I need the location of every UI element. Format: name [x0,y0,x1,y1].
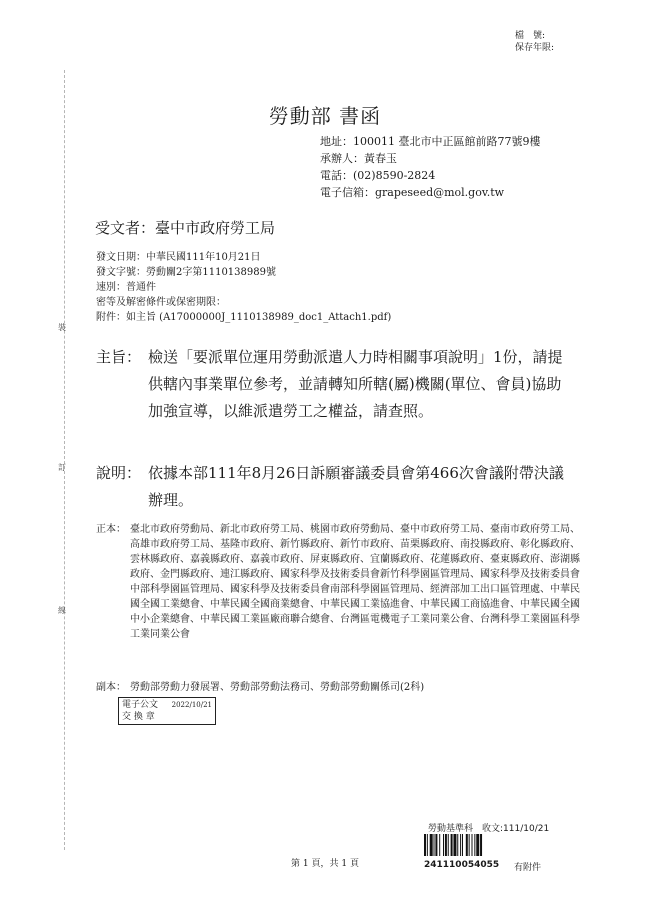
barcode-bar [476,834,479,856]
barcode-bar [462,834,463,856]
barcode-bar [469,834,470,856]
barcode-bar [474,834,475,856]
main-recipients-label: 正本： [96,524,126,535]
urgency: 速別：普通件 [96,282,156,293]
stamp-line2: 交 換 章 [122,712,155,722]
document-title: 勞動部 書函 [268,104,382,128]
barcode-bar [445,834,447,856]
page-number: 第 1 頁，共 1 頁 [291,859,359,869]
barcode-bar [451,834,453,856]
barcode-bar [460,834,461,856]
sender-info [320,133,580,201]
subject-text: 檢送「要派單位運用勞動派遣人力時相關事項說明」1份，請提供轄內事業單位參考，並請轉知所轄(屬)機關(單位、會員)協助加強宣導，以維派遣勞工之權益，請查照。 [148,348,563,420]
subject-section [96,344,566,425]
dispatch-meta [96,250,391,325]
sender-email: 電子信箱：grapeseed@mol.gov.tw [320,186,505,199]
barcode-bar [424,834,426,856]
classification: 密等及解密條件或保密期限： [96,297,226,308]
archive-info [515,30,554,54]
stamp-date: 2022/10/21 [171,701,212,709]
gutter-mark-staple: 訂 [58,463,66,472]
main-recipients-list: 臺北市政府勞動局、新北市政府勞工局、桃園市政府勞動局、臺中市政府勞工局、臺南市政府勞工局、高雄市政府勞工局、基隆市政府、新竹縣政府、新竹市政府、苗栗縣政府、南投縣政府、彰化縣政府、雲林縣政府、嘉義縣政府、嘉義市政府、屏東縣政府、宜蘭縣政府、花蓮縣政府、臺東縣政府、澎湖縣政府、金門縣政府、連江縣政府、國家科學及技術委員會新竹科學園區管理局、國家科學及技術委員會中部科學園區管理局、國家科學及技術委員會南部科學園區管理局、經濟部加工出口區管理處、中華民國全國工業總會、中華民國全國商業總會、中華民國工業協進會、中華民國工商協進會、中華民國全國中小企業總會、中華民國工業區廠商聯合總會、台灣區電機電子工業同業公會、台灣科學工業園區科學工業同業公會 [130,524,580,640]
main-recipients [96,522,586,642]
binding-line [64,70,65,850]
barcode-bar [430,834,433,856]
gutter-mark-line: 線 [58,606,66,615]
barcode-bar [466,834,468,856]
subject-label: 主旨： [96,348,142,366]
description-label: 說明： [96,464,142,482]
barcode-bar [439,834,440,856]
sender-phone: 電話：(02)8590-2824 [320,169,436,182]
barcode-number: 241110054055 [424,860,500,870]
gutter-mark-bind: 裝 [58,323,66,332]
attachment: 附件：如主旨 (A17000000J_1110138989_doc1_Attach1.pdf) [96,312,392,323]
barcode-bar [427,834,428,856]
sender-contact: 承辦人：黃春玉 [320,152,397,165]
recipient: 受文者：臺中市政府勞工局 [95,219,276,237]
barcode-bar [480,834,482,856]
description-section [96,460,566,514]
retention-label: 保存年限: [514,43,554,53]
sender-address: 地址：100011 臺北市中正區館前路77號9樓 [320,135,541,148]
receipt-stamp: 勞動基準科 收文:111/10/21 [428,824,550,834]
file-number-label: 檔 號: [514,31,545,41]
copy-recipients-list: 勞動部勞動力發展署、勞動部勞動法務司、勞動部勞動關係司(2科) [130,682,425,693]
barcode-bar [453,834,456,856]
barcode-bar [448,834,449,856]
attachment-note: 有附件 [514,863,542,873]
exchange-stamp [118,697,216,725]
description-text: 依據本部111年8月26日訴願審議委員會第466次會議附帶決議辦理。 [148,464,564,509]
barcode-bar [443,834,444,856]
barcode-bar [457,834,458,856]
dispatch-number: 發文字號：勞動關2字第1110138989號 [96,267,276,278]
barcode-bar [434,834,435,856]
barcode-bar [435,834,437,856]
copy-recipients [96,680,586,695]
barcode-bar [472,834,473,856]
barcode [424,834,510,856]
dispatch-date: 發文日期：中華民國111年10月21日 [96,252,261,263]
copy-recipients-label: 副本： [96,682,126,693]
stamp-line1: 電子公文 [122,700,159,710]
